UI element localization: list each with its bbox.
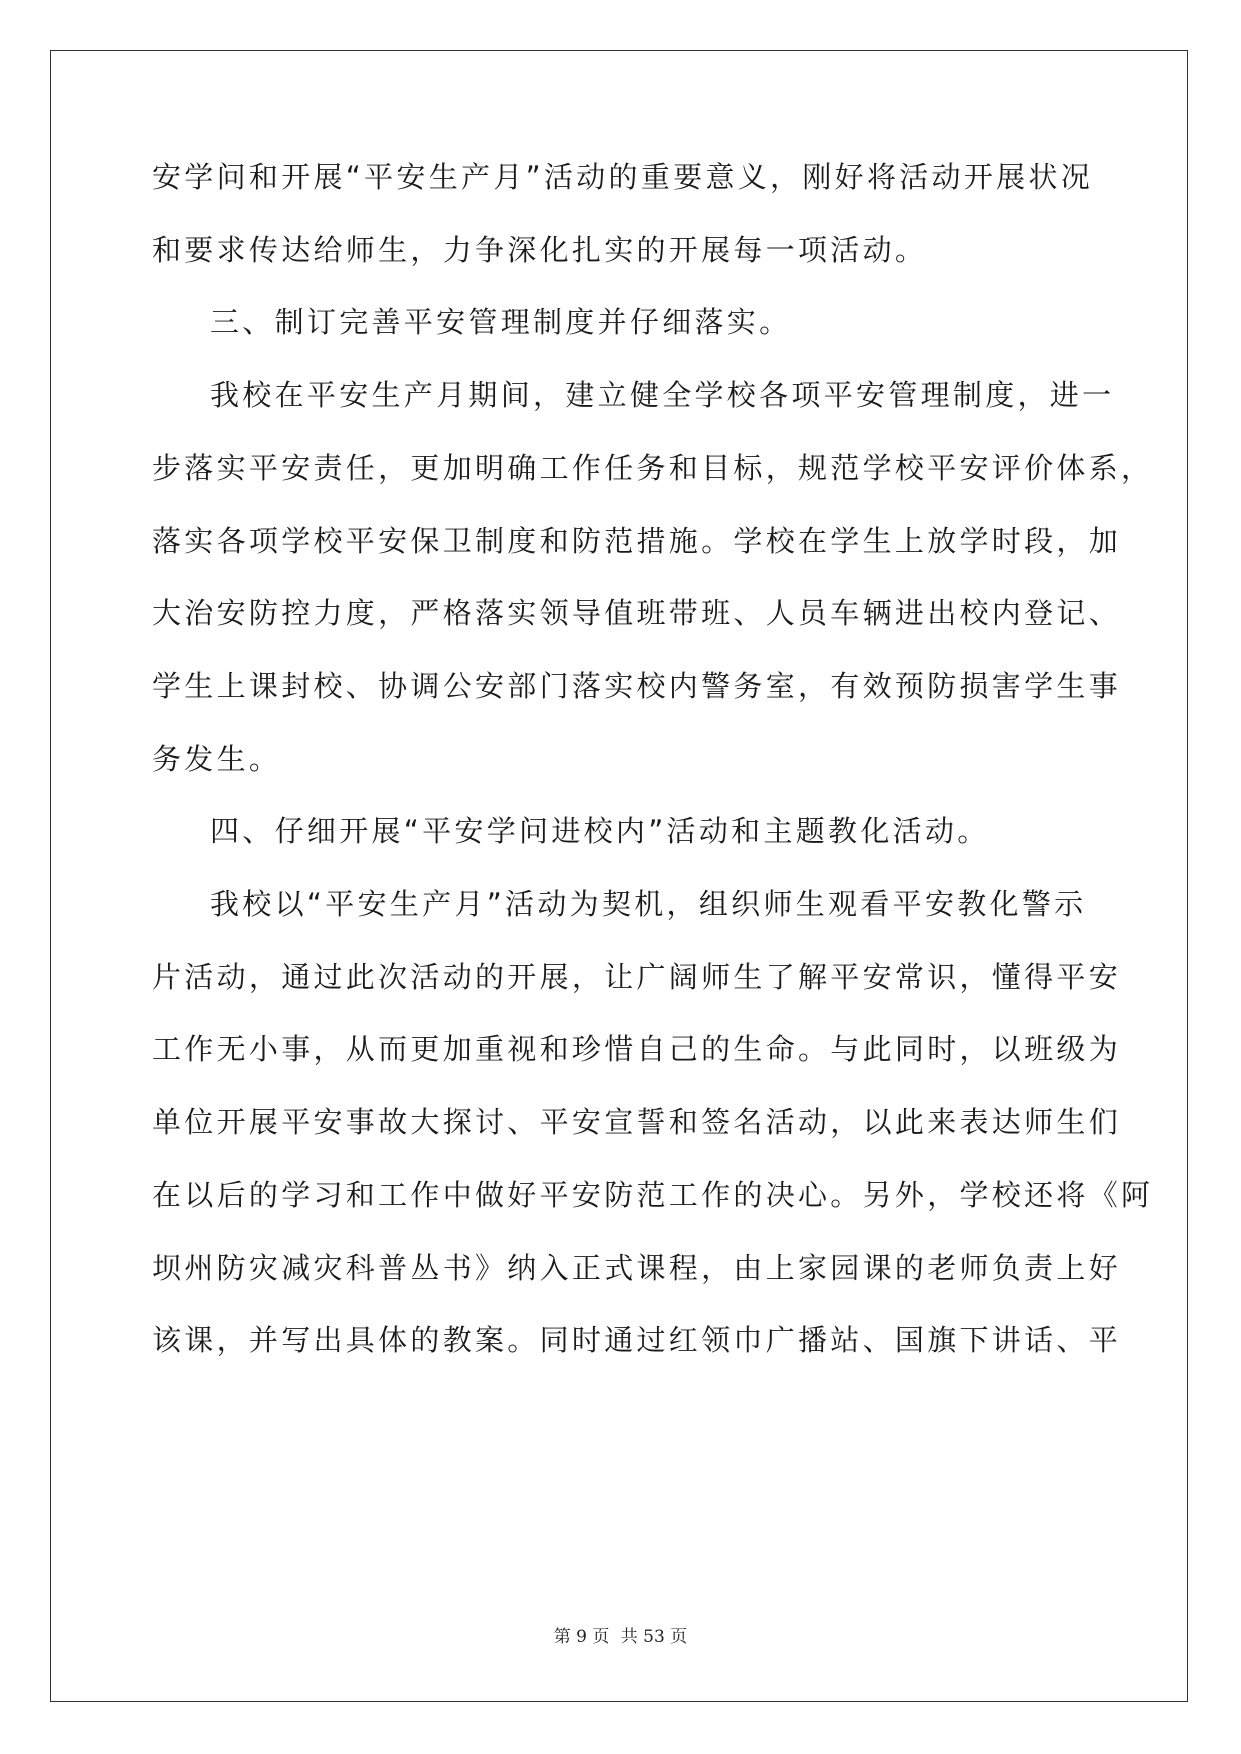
text-line: 我校在平安生产月期间，建立健全学校各项平安管理制度，进一	[210, 378, 1115, 413]
text-line: 步落实平安责任，更加明确工作任务和目标，规范学校平安评价体系，	[152, 450, 1154, 485]
text-line: 单位开展平安事故大探讨、平安宣誓和签名活动，以此来表达师生们	[152, 1105, 1122, 1140]
page-border	[50, 50, 1188, 1702]
page-total: 共 53 页	[620, 1627, 688, 1647]
text-line: 安学问和开展“平安生产月”活动的重要意义，刚好将活动开展状况	[152, 160, 1094, 194]
text-line: 和要求传达给师生，力争深化扎实的开展每一项活动。	[152, 232, 928, 267]
text-line: 工作无小事，从而更加重视和珍惜自己的生命。与此同时，以班级为	[152, 1032, 1122, 1067]
page-footer	[0, 1622, 1241, 1647]
text-line: 落实各项学校平安保卫制度和防范措施。学校在学生上放学时段，加	[152, 523, 1122, 558]
text-line: 务发生。	[152, 741, 282, 776]
text-line: 在以后的学习和工作中做好平安防范工作的决心。另外，学校还将《阿	[152, 1177, 1154, 1212]
text-line: 坝州防灾减灾科普丛书》纳入正式课程，由上家园课的老师负责上好	[152, 1250, 1122, 1285]
text-line: 我校以“平安生产月”活动为契机，组织师生观看平安教化警示	[210, 887, 1087, 921]
text-line: 三、制订完善平安管理制度并仔细落实。	[210, 305, 792, 340]
text-line: 片活动，通过此次活动的开展，让广阔师生了解平安常识，懂得平安	[152, 959, 1122, 994]
text-line: 大治安防控力度，严格落实领导值班带班、人员车辆进出校内登记、	[152, 596, 1122, 631]
text-line: 学生上课封校、协调公安部门落实校内警务室，有效预防损害学生事	[152, 668, 1122, 703]
text-line: 该课，并写出具体的教案。同时通过红领巾广播站、国旗下讲话、平	[152, 1323, 1122, 1358]
page-number: 第 9 页	[553, 1627, 610, 1647]
text-line: 四、仔细开展“平安学问进校内”活动和主题教化活动。	[210, 814, 990, 849]
